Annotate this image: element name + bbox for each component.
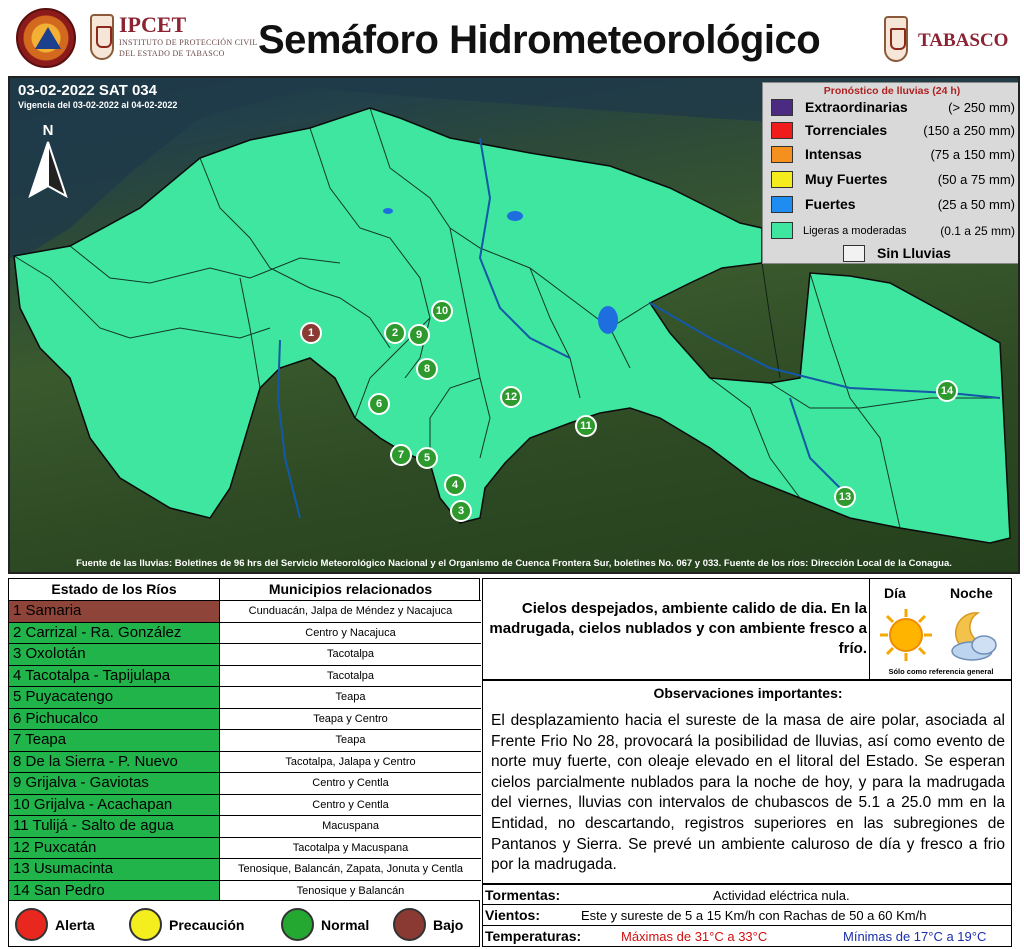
legend-item-range: (75 a 150 mm) — [930, 147, 1015, 162]
observations-text: El desplazamiento hacia el sureste de la masa de aire polar, asociada al Frente Frio No 28, provocará la posibilidad de lluvias, así como evento de norte muy fuerte, con oleaje elevado en el litoral del Estado. Se esperan cielos parcialmente nublados para la noche de hoy, y para la madrugada del viernes, lluvias con intervalos de chubascos de 5.1 a 25.0 mm en la Entidad, no descartando, registros superiores en las subregiones de Pantanos y Sierra. Se prevé un ambiente caluroso de día y fresco a frio por la madrugada. — [491, 712, 1005, 874]
status-label: Alerta — [55, 917, 95, 933]
river-marker: 4 — [444, 474, 466, 496]
river-municipalities: Teapa — [220, 687, 481, 708]
river-name: 3 Oxolotán — [9, 644, 220, 665]
legend-item — [771, 144, 1015, 164]
temperature-min: Mínimas de 17°C a 19°C — [843, 929, 987, 944]
table-row — [9, 880, 481, 902]
table-row — [9, 600, 481, 622]
status-circle-icon — [393, 908, 426, 941]
river-municipalities: Teapa y Centro — [220, 709, 481, 730]
legend-item — [771, 194, 1015, 214]
forecast-map — [8, 76, 1020, 574]
legend-item-range: (> 250 mm) — [948, 100, 1015, 115]
legend-swatch — [843, 245, 865, 262]
river-name: 13 Usumacinta — [9, 859, 220, 880]
temperatures-row — [482, 926, 1012, 947]
reference-note: Sólo como referencia general — [888, 667, 994, 676]
ipcet-logo-subtitle: INSTITUTO DE PROTECCIÓN CIVIL DEL ESTADO DE TABASCO — [119, 38, 258, 58]
ipcet-logo-text: IPCET — [119, 12, 187, 37]
river-name: 5 Puyacatengo — [9, 687, 220, 708]
legend-item — [771, 120, 1015, 140]
legend-swatch — [771, 222, 793, 239]
legend-item-name: Ligeras a moderadas — [803, 225, 907, 237]
legend-swatch — [771, 99, 793, 116]
status-circle-icon — [281, 908, 314, 941]
river-municipalities: Tacotalpa — [220, 644, 481, 665]
observations-title: Observaciones importantes: — [653, 685, 843, 701]
winds-label: Vientos: — [485, 907, 540, 923]
river-marker: 12 — [500, 386, 522, 408]
table-row — [9, 858, 481, 880]
table-row — [9, 772, 481, 794]
rivers-header-state: Estado de los Ríos — [9, 579, 220, 600]
river-marker: 5 — [416, 447, 438, 469]
civil-protection-logo — [16, 8, 76, 68]
table-row — [9, 643, 481, 665]
legend-item — [771, 97, 1015, 117]
table-row — [9, 794, 481, 816]
river-marker: 9 — [408, 324, 430, 346]
river-name: 8 De la Sierra - P. Nuevo — [9, 752, 220, 773]
observations-panel — [482, 680, 1012, 884]
table-row — [9, 708, 481, 730]
legend-item-name: Torrenciales — [805, 122, 888, 138]
river-municipalities: Macuspana — [220, 816, 481, 837]
river-name: 6 Pichucalco — [9, 709, 220, 730]
legend-item-name: Extraordinarias — [805, 99, 908, 115]
river-name: 9 Grijalva - Gaviotas — [9, 773, 220, 794]
river-name: 11 Tulijá - Salto de agua — [9, 816, 220, 837]
legend-swatch — [771, 196, 793, 213]
legend-item-name: Muy Fuertes — [805, 171, 888, 187]
legend-swatch — [771, 122, 793, 139]
river-municipalities: Centro y Centla — [220, 773, 481, 794]
winds-row — [482, 905, 1012, 926]
sun-icon — [878, 607, 934, 663]
legend-item-name: Intensas — [805, 146, 862, 162]
temperature-max: Máximas de 31°C a 33°C — [621, 929, 768, 944]
rain-legend — [762, 82, 1020, 264]
status-label: Bajo — [433, 917, 464, 933]
river-municipalities: Tenosique, Balancán, Zapata, Jonuta y Centla — [220, 859, 481, 880]
river-name: 12 Puxcatán — [9, 838, 220, 859]
legend-item-range: (150 a 250 mm) — [923, 123, 1015, 138]
weather-summary — [482, 578, 870, 680]
temperatures-label: Temperaturas: — [485, 928, 582, 944]
status-circle-icon — [129, 908, 162, 941]
legend-item-range: (0.1 a 25 mm) — [940, 224, 1015, 238]
rivers-header-municipalities: Municipios relacionados — [268, 581, 433, 597]
north-arrow-icon: N — [26, 122, 70, 198]
day-night-panel — [870, 578, 1012, 680]
map-validity: Vigencia del 03-02-2022 al 04-02-2022 — [18, 100, 178, 110]
table-row — [9, 686, 481, 708]
legend-title: Pronóstico de lluvias (24 h) — [823, 85, 961, 97]
river-marker: 14 — [936, 380, 958, 402]
data-source-note: Fuente de las lluvias: Boletines de 96 hrs del Servicio Meteorológico Nacional y el Organismo de Cuenca Frontera Sur, boletines No. 067 y 033. Fuente de los ríos: Dirección Local de la Conagua. — [76, 558, 952, 569]
legend-item — [771, 220, 1015, 240]
map-date: 03-02-2022 SAT 034 — [18, 82, 157, 99]
legend-item-name: Sin Lluvias — [877, 245, 951, 261]
storms-row — [482, 884, 1012, 905]
legend-swatch — [771, 146, 793, 163]
legend-item-name: Fuertes — [805, 196, 856, 212]
river-name: 14 San Pedro — [9, 881, 220, 902]
river-municipalities: Tacotalpa — [220, 666, 481, 687]
winds-value: Este y sureste de 5 a 15 Km/h con Rachas de 50 a 60 Km/h — [581, 908, 927, 923]
moon-cloud-icon — [942, 607, 1002, 663]
rivers-table — [8, 578, 480, 900]
river-municipalities: Centro y Centla — [220, 795, 481, 816]
legend-item — [771, 169, 1015, 189]
river-marker: 6 — [368, 393, 390, 415]
legend-swatch — [771, 171, 793, 188]
legend-item-range: (50 a 75 mm) — [937, 172, 1015, 187]
table-row — [9, 622, 481, 644]
night-label: Noche — [950, 585, 993, 601]
river-marker: 7 — [390, 444, 412, 466]
river-marker: 13 — [834, 486, 856, 508]
table-row — [9, 665, 481, 687]
river-name: 4 Tacotalpa - Tapijulapa — [9, 666, 220, 687]
river-municipalities: Centro y Nacajuca — [220, 623, 481, 644]
river-marker: 2 — [384, 322, 406, 344]
table-row — [9, 751, 481, 773]
river-name: 2 Carrizal - Ra. González — [9, 623, 220, 644]
tabasco-crest-icon — [884, 16, 908, 62]
legend-item — [771, 243, 1015, 263]
table-row — [9, 815, 481, 837]
river-municipalities: Tacotalpa y Macuspana — [220, 838, 481, 859]
river-name: 7 Teapa — [9, 730, 220, 751]
status-legend — [8, 900, 480, 947]
river-marker: 10 — [431, 300, 453, 322]
status-circle-icon — [15, 908, 48, 941]
table-row — [9, 837, 481, 859]
storms-label: Tormentas: — [485, 887, 561, 903]
header — [0, 0, 1024, 76]
storms-value: Actividad eléctrica nula. — [713, 888, 850, 903]
status-label: Normal — [321, 917, 370, 933]
tabasco-logo-text: TABASCO — [918, 30, 1009, 51]
river-municipalities: Tacotalpa, Jalapa y Centro — [220, 752, 481, 773]
river-name: 10 Grijalva - Acachapan — [9, 795, 220, 816]
river-marker: 1 — [300, 322, 322, 344]
river-municipalities: Tenosique y Balancán — [220, 881, 481, 902]
river-municipalities: Cunduacán, Jalpa de Méndez y Nacajuca — [220, 601, 481, 622]
river-marker: 8 — [416, 358, 438, 380]
legend-item-range: (25 a 50 mm) — [937, 197, 1015, 212]
day-label: Día — [884, 585, 906, 601]
river-municipalities: Teapa — [220, 730, 481, 751]
river-name: 1 Samaria — [9, 601, 220, 622]
page-title: Semáforo Hidrometeorológico — [258, 18, 821, 62]
ipcet-crest-icon — [90, 14, 114, 60]
river-marker: 3 — [450, 500, 472, 522]
status-label: Precaución — [169, 917, 245, 933]
table-row — [9, 729, 481, 751]
weather-text: Cielos despejados, ambiente calido de dia. En la madrugada, cielos nublados y con ambiente fresco a frío. — [489, 600, 867, 657]
river-marker: 11 — [575, 415, 597, 437]
